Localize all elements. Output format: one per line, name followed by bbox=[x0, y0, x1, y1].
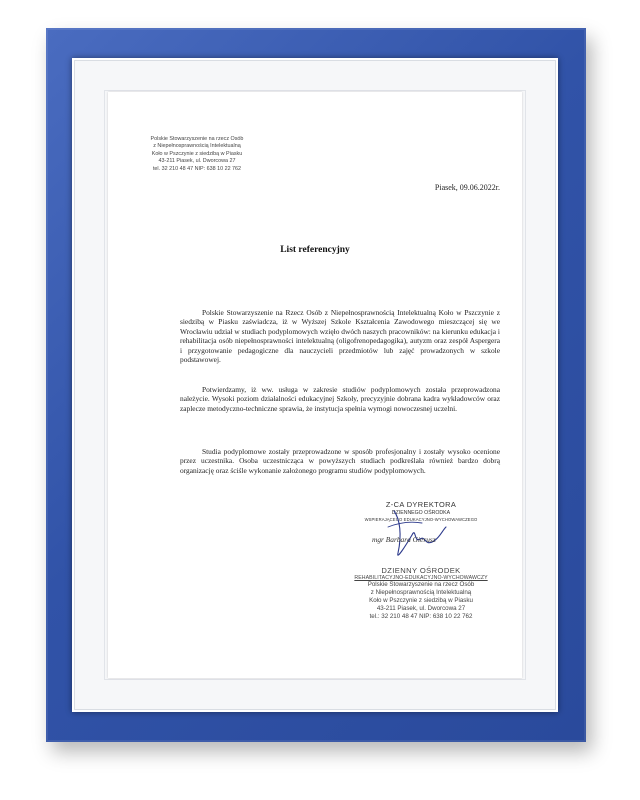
center-stamp-title: DZIENNY OŚRODEK bbox=[381, 566, 461, 575]
center-stamp-subtitle: REHABILITACYJNO-EDUKACYJNO-WYCHOWAWCZY bbox=[354, 575, 488, 581]
center-stamp-line: z Niepełnosprawnością Intelektualną bbox=[370, 589, 472, 596]
letter-title: List referencyjny bbox=[280, 245, 350, 255]
signer-name: mgr Barbara Gierusz bbox=[372, 535, 436, 544]
director-stamp-line: WSPIERAJĄCEGO EDUKACYJNO-WYCHOWAWCZEGO bbox=[364, 517, 478, 522]
sender-line: Polskie Stowarzyszenie na rzecz Osób bbox=[150, 136, 244, 142]
sender-line: tel. 32 210 48 47 NIP: 638 10 22 762 bbox=[152, 165, 242, 172]
center-stamp bbox=[348, 566, 494, 621]
sender-line: 43-211 Piasek, ul. Dworcowa 27 bbox=[158, 158, 236, 165]
paragraph-1: Polskie Stowarzyszenie na Rzecz Osób z Niepełnosprawnością Intelektualną Koło w Pszczynie z siedzibą w Piasku zaświadcza, iż w Wyższej Szkole Kształcenia Zawodowego mieszczącej się we Wrocławiu udział w studiach podyplomowych wzięło dwóch naszych pracowników: na kierunku edukacja i rehabilitacja osób niepełnosprawności intelektualną (oligofrenopedagogika), autyzm oraz zespół Aspergera i przygotowanie pedagogiczne dla nauczycieli przedmiotów lub zajęć prowadzonych w szkole podstawowej. bbox=[180, 308, 500, 365]
sender-line: z Niepełnosprawnością Intelektualną bbox=[153, 143, 241, 150]
paragraph-3: Studia podyplomowe zostały przeprowadzone w sposób profesjonalny i zostały wysoko ocenione przez uczestnika. Osoba uczestnicząca w powyższych studiach podkreślała również bardzo dobrą organizację oraz ściśle wykonanie założonego programu studiów podyplomowych. bbox=[180, 447, 500, 475]
place-and-date: Piasek, 09.06.2022r. bbox=[434, 183, 500, 192]
paragraph-2: Potwierdzamy, iż ww. usługa w zakresie studiów podyplomowych została przeprowadzona należycie. Wysoki poziom działalności edukacyjnej Szkoły, precyzyjnie dobrana kadra wykładowców oraz zaplecze metodyczno-techniczne sprawia, że instytucja spełnia wymogi nowoczesnej uczelni. bbox=[180, 385, 500, 413]
center-stamp-line: tel.: 32 210 48 47 NIP: 638 10 22 762 bbox=[369, 613, 473, 620]
director-stamp-line: DZIENNEGO OŚRODKA bbox=[391, 510, 451, 516]
center-stamp-line: Koło w Pszczynie z siedzibą w Piasku bbox=[369, 597, 473, 604]
sender-line: Koło w Pszczynie z siedzibą w Piasku bbox=[151, 150, 243, 157]
sender-address-block bbox=[122, 136, 272, 173]
center-stamp-line: Polskie Stowarzyszenie na rzecz Osób bbox=[367, 581, 475, 588]
center-stamp-line: 43-211 Piasek, ul. Dworcowa 27 bbox=[376, 605, 466, 612]
director-stamp-title: Z-CA DYREKTORA bbox=[385, 500, 457, 509]
